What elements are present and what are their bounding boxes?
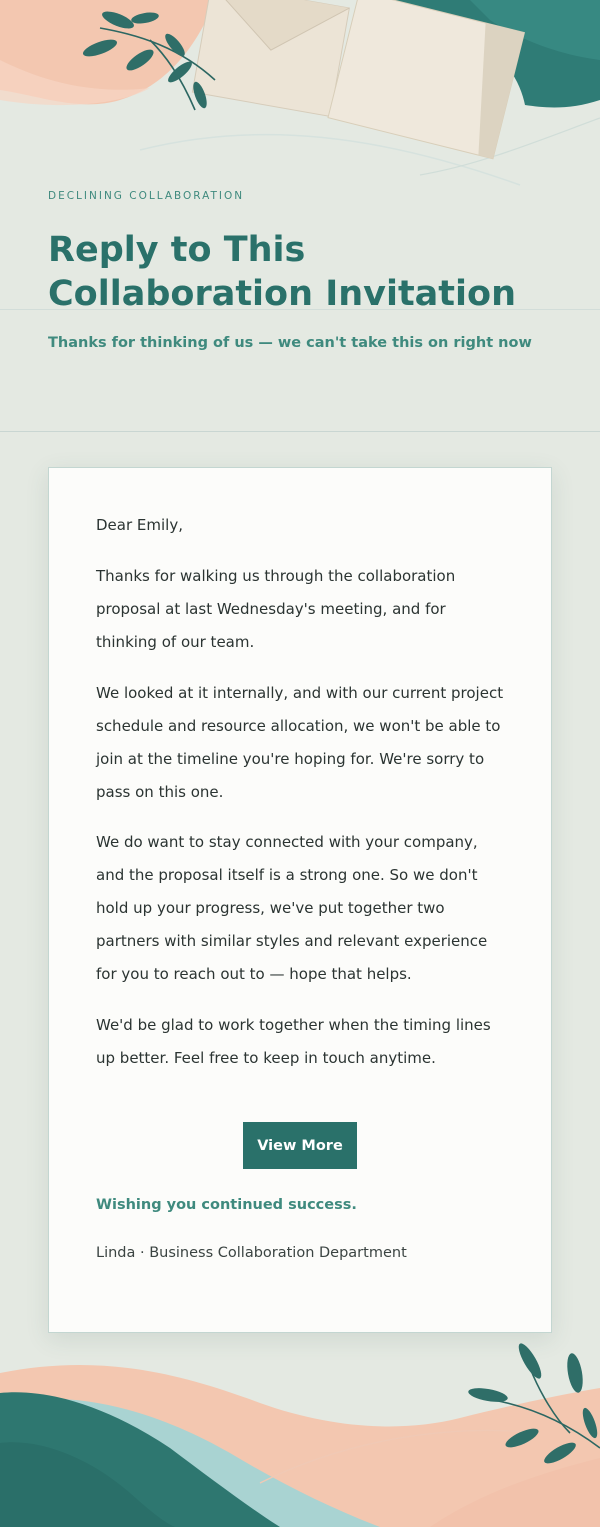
letter-greeting: Dear Emily, bbox=[96, 516, 183, 534]
letter-paragraph: We do want to stay connected with your company, and the proposal itself is a strong one. So we don't hold up your progress, we've put together two partners with similar styles and relevant experience for you to reach out to — hope that helps. bbox=[96, 833, 488, 983]
eyebrow-label: DECLINING COLLABORATION bbox=[48, 190, 245, 202]
letter-paragraph: We looked at it internally, and with our current project schedule and resource allocation, we won't be able to join at the timeline you're hoping for. We're sorry to pass on this one. bbox=[96, 684, 504, 801]
letter-closing: Wishing you continued success. bbox=[96, 1197, 357, 1213]
letter-paragraph: We'd be glad to work together when the timing lines up better. Feel free to keep in touch anytime. bbox=[96, 1016, 491, 1067]
letter-paragraph: Thanks for walking us through the collaboration proposal at last Wednesday's meeting, and for thinking of our team. bbox=[96, 567, 456, 651]
hero-header bbox=[0, 0, 600, 432]
waves-and-leaves-illustration bbox=[0, 1333, 600, 1527]
view-more-button[interactable]: View More bbox=[243, 1122, 357, 1169]
envelopes-and-leaves-illustration bbox=[0, 0, 600, 200]
page-title: Reply to This Collaboration Invitation bbox=[48, 230, 516, 314]
page-subtitle: Thanks for thinking of us — we can't take this on right now bbox=[48, 335, 532, 351]
letter-card bbox=[48, 467, 552, 1333]
letter-signature: Linda · Business Collaboration Department bbox=[96, 1245, 407, 1261]
